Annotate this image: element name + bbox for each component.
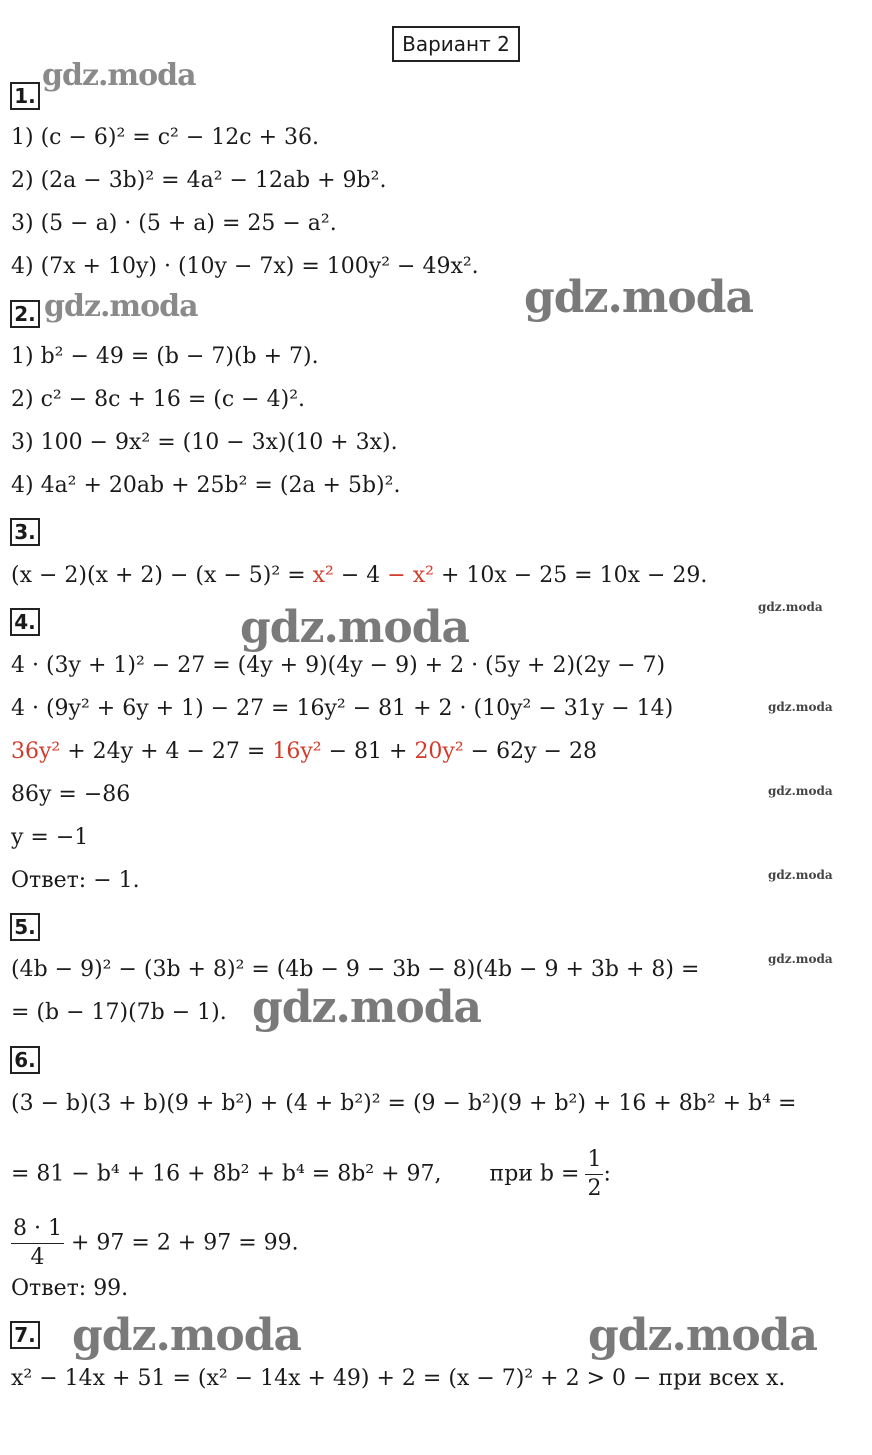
task5-line1: (4b − 9)² − (3b + 8)² = (4b − 9 − 3b − 8)(4b − 9 + 3b + 8) =	[11, 957, 700, 982]
task6-calc-fraction: $\frac{8 \cdot 1}{4}$	[13, 1216, 62, 1270]
task4-part-e: 20y²	[414, 739, 464, 764]
task6-calc	[11, 1218, 299, 1269]
task4-line2: 4 · (9y² + 6y + 1) − 27 = 16y² − 81 + 2 · (10y² − 31y − 14)	[11, 696, 674, 721]
task7-line1: x² − 14x + 51 = (x² − 14x + 49) + 2 = (x − 7)² + 2 > 0 − при всех x.	[11, 1366, 786, 1391]
task4-line5: y = −1	[11, 825, 89, 850]
task2-line1: 1) b² − 49 = (b − 7)(b + 7).	[11, 344, 319, 369]
watermark: gdz.moda	[768, 952, 833, 966]
task-number-4: 4.	[10, 608, 40, 636]
task6-line2-text: = 81 − b⁴ + 16 + 8b² + b⁴ = 8b² + 97,	[11, 1161, 442, 1187]
watermark: gdz.moda	[768, 784, 833, 798]
task6-line2	[11, 1149, 611, 1200]
task-number-2: 2.	[10, 300, 40, 328]
watermark: gdz.moda	[524, 272, 754, 323]
task2-line3: 3) 100 − 9x² = (10 − 3x)(10 + 3x).	[11, 430, 398, 455]
task2-line2: 2) c² − 8c + 16 = (c − 4)².	[11, 387, 306, 412]
task1-line2: 2) (2a − 3b)² = 4a² − 12ab + 9b².	[11, 168, 387, 193]
task3-part-c: − 4	[333, 563, 388, 588]
watermark: gdz.moda	[758, 600, 823, 614]
task-number-5: 5.	[10, 913, 40, 941]
task4-part-f: − 62y − 28	[463, 739, 597, 764]
variant-title: Вариант 2	[392, 26, 520, 62]
watermark: gdz.moda	[768, 868, 833, 882]
task6-answer: Ответ: 99.	[11, 1276, 129, 1301]
watermark: gdz.moda	[768, 700, 833, 714]
watermark: gdz.moda	[240, 602, 470, 653]
task5-line2: = (b − 17)(7b − 1).	[11, 1000, 227, 1025]
task6-colon: :	[603, 1161, 611, 1187]
task2-line4: 4) 4a² + 20ab + 25b² = (2a + 5b)².	[11, 473, 401, 498]
task4-answer: Ответ: − 1.	[11, 868, 140, 893]
task3-part-e: + 10x − 25 = 10x − 29.	[433, 563, 708, 588]
task6-fraction: $\frac{1}{2}$	[587, 1147, 602, 1201]
task4-line3	[11, 738, 597, 766]
task4-part-d: − 81 +	[321, 739, 415, 764]
task6-line1: (3 − b)(3 + b)(9 + b²) + (4 + b²)² = (9 − b²)(9 + b²) + 16 + 8b² + b⁴ =	[11, 1091, 797, 1116]
task1-line3: 3) (5 − a) · (5 + a) = 25 − a².	[11, 211, 337, 236]
task3-part-b: x²	[312, 563, 334, 588]
task3-line	[11, 562, 707, 590]
watermark: gdz.moda	[252, 982, 482, 1033]
task4-line1: 4 · (3y + 1)² − 27 = (4y + 9)(4y − 9) + 2 · (5y + 2)(2y − 7)	[11, 653, 666, 678]
task-number-3: 3.	[10, 518, 40, 546]
task-number-1: 1.	[10, 82, 40, 110]
watermark: gdz.moda	[42, 58, 196, 93]
task-number-6: 6.	[10, 1046, 40, 1074]
watermark: gdz.moda	[44, 289, 198, 324]
watermark: gdz.moda	[588, 1310, 818, 1361]
task4-line4: 86y = −86	[11, 782, 131, 807]
task1-line4: 4) (7x + 10y) · (10y − 7x) = 100y² − 49x².	[11, 254, 479, 279]
task6-when: при b =	[489, 1161, 580, 1187]
task4-part-c: 16y²	[272, 739, 322, 764]
task3-part-d: − x²	[387, 563, 434, 588]
task-number-7: 7.	[10, 1321, 40, 1349]
watermark: gdz.moda	[72, 1310, 302, 1361]
task4-part-a: 36y²	[11, 739, 61, 764]
task6-calc-rest: + 97 = 2 + 97 = 99.	[63, 1230, 299, 1256]
task1-line1: 1) (c − 6)² = c² − 12c + 36.	[11, 125, 319, 150]
task3-part-a: (x − 2)(x + 2) − (x − 5)² =	[11, 563, 313, 588]
task4-part-b: + 24y + 4 − 27 =	[60, 739, 273, 764]
